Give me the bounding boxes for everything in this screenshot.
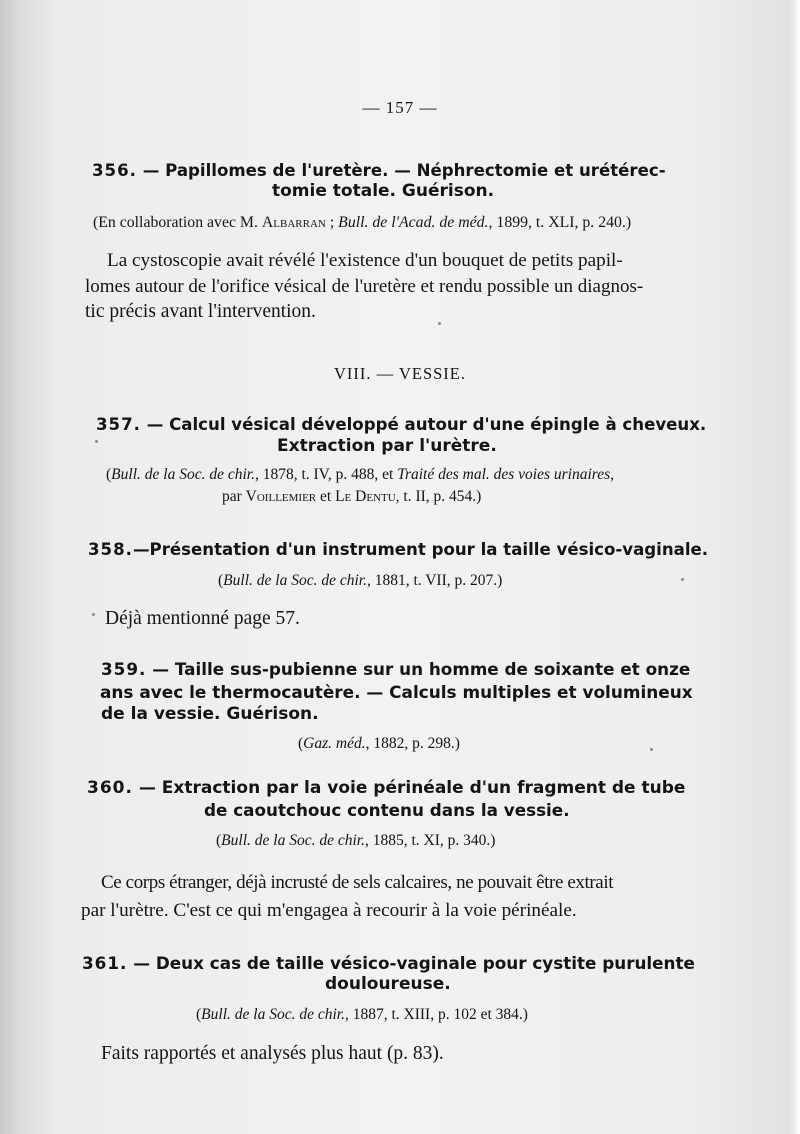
entry-360-title-line-2: de caoutchouc contenu dans la vessie.: [204, 800, 570, 820]
entry-361-body-line-1: Faits rapportés et analysés plus haut (p. 83).: [101, 1043, 444, 1064]
citation-author: Voillemier: [245, 488, 317, 505]
citation-journal: Gaz. méd.: [303, 735, 366, 752]
entry-359-number: 359.: [101, 659, 147, 679]
entry-359-title-line-3: de la vessie. Guérison.: [101, 704, 319, 724]
entry-360-body-line-1: Ce corps étranger, déjà incrusté de sels calcaires, ne pouvait être extrait: [101, 872, 614, 893]
entry-357-number: 357.: [96, 415, 141, 434]
entry-357-citation-line-1: (Bull. de la Soc. de chir., 1878, t. IV, p. 488, et Traité des mal. des voies urinaires,: [106, 466, 615, 483]
citation-journal: Bull. de la Soc. de chir.: [201, 1006, 345, 1023]
entry-361-number: 361.: [82, 953, 128, 973]
entry-357-title-line-2: Extraction par l'urètre.: [277, 436, 497, 456]
entry-358-title-text: —Présentation d'un instrument pour la taille vésico-vaginale.: [132, 540, 709, 559]
entry-360-citation: (Bull. de la Soc. de chir., 1885, t. XI, p. 340.): [216, 832, 496, 849]
entry-359-title-line-1: [101, 658, 690, 680]
scan-speck: [438, 322, 441, 325]
entry-361-title-text: — Deux cas de taille vésico-vaginale pour cystite purulente: [133, 953, 695, 973]
scan-speck: [95, 440, 98, 443]
citation-author: Le Dentu: [335, 488, 396, 505]
entry-361-title-line-1: [82, 952, 695, 974]
citation-journal: Traité des mal. des voies urinaires: [397, 466, 611, 483]
entry-356-title-text: — Papillomes de l'uretère. — Néphrectomie et urétérec-: [142, 161, 666, 180]
entry-360-body-line-2: par l'urètre. C'est ce qui m'engagea à recourir à la voie périnéale.: [81, 900, 577, 921]
entry-357-title-text: — Calcul vésical développé autour d'une épingle à cheveux.: [146, 415, 707, 434]
entry-357-title-line-1: [96, 414, 706, 436]
citation-journal: Bull. de la Soc. de chir.: [221, 832, 365, 849]
section-heading: VIII. — VESSIE.: [333, 364, 467, 383]
entry-357-citation-line-2: par Voillemier et Le Dentu, t. II, p. 454.): [222, 488, 482, 505]
entry-356-body-line-3: tic précis avant l'intervention.: [85, 301, 316, 322]
entry-356-citation: (En collaboration avec M. Albarran ; Bull. de l'Acad. de méd., 1899, t. XLI, p. 240.): [93, 214, 632, 231]
citation-journal: Bull. de l'Acad. de méd.: [338, 214, 489, 231]
entry-360-title-text: — Extraction par la voie périnéale d'un fragment de tube: [138, 778, 686, 798]
scan-speck: [681, 578, 684, 581]
entry-359-citation: (Gaz. méd., 1882, p. 298.): [298, 735, 460, 752]
entry-361-citation: (Bull. de la Soc. de chir., 1887, t. XIII, p. 102 et 384.): [196, 1006, 528, 1023]
entry-358-title-line-1: [88, 539, 708, 561]
entry-358-number: 358.: [88, 540, 133, 559]
entry-356-number: 356.: [92, 161, 137, 180]
entry-359-title-line-2: ans avec le thermocautère. — Calculs multiples et volumineux: [100, 682, 693, 702]
scan-speck: [650, 748, 653, 751]
entry-356-body-line-2: lomes autour de l'orifice vésical de l'uretère et rendu possible un diagnos-: [85, 276, 644, 297]
entry-356-body-line-1: La cystoscopie avait révélé l'existence d'un bouquet de petits papil-: [107, 250, 623, 271]
entry-360-number: 360.: [87, 778, 133, 798]
citation-journal: Bull. de la Soc. de chir.: [223, 572, 367, 589]
entry-361-title-line-2: douloureuse.: [325, 974, 451, 994]
scan-speck: [92, 613, 95, 616]
entry-358-body-line-1: Déjà mentionné page 57.: [105, 608, 300, 629]
entry-359-title-text: — Taille sus-pubienne sur un homme de soixante et onze: [152, 659, 691, 679]
entry-356-title-line-1: [92, 160, 666, 182]
entry-358-citation: (Bull. de la Soc. de chir., 1881, t. VII, p. 207.): [218, 572, 503, 589]
entry-356-title-line-2: tomie totale. Guérison.: [272, 181, 495, 201]
page-number: — 157 —: [362, 98, 438, 117]
citation-journal: Bull. de la Soc. de chir.: [111, 466, 255, 483]
citation-author: Albarran: [261, 214, 326, 231]
entry-360-title-line-1: [87, 777, 685, 799]
